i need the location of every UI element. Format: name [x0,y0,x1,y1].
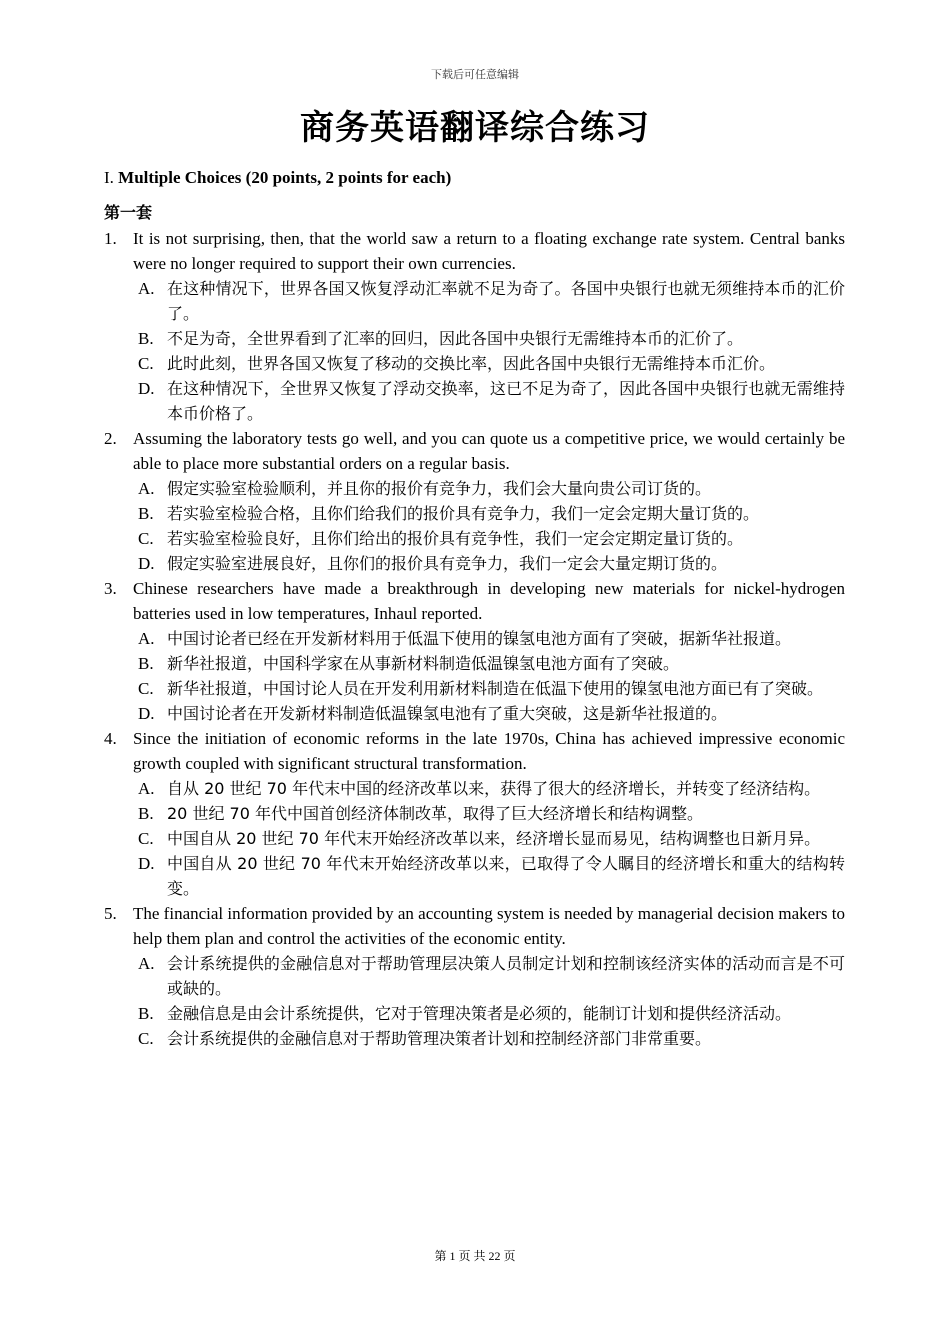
answer-option [104,351,845,376]
document-body [104,166,845,1051]
option-text: 新华社报道，中国科学家在从事新材料制造低温镍氢电池方面有了突破。 [167,654,680,673]
option-letter: B. [138,329,154,348]
question-number: 1. [104,229,117,248]
option-letter: C. [138,354,154,373]
answer-option [104,651,845,676]
question-item [104,726,845,776]
option-letter: B. [138,654,154,673]
option-letter: C. [138,829,154,848]
question-number: 3. [104,579,117,598]
option-letter: D. [138,554,155,573]
question-text: The financial information provided by an accounting system is needed by managerial decision makers to help them plan and control the activities of the economic entity. [133,904,845,948]
option-letter: D. [138,379,155,398]
page-footer: 第 1 页 共 22 页 [434,1249,516,1263]
question-number: 5. [104,904,117,923]
question-text: Assuming the laboratory tests go well, and you can quote us a competitive price, we would certainly be able to place more substantial orders on a regular basis. [133,429,845,473]
question-item [104,426,845,476]
question-number: 2. [104,429,117,448]
answer-option [104,276,845,326]
answer-option [104,851,845,901]
option-text: 中国讨论者在开发新材料制造低温镍氢电池有了重大突破，这是新华社报道的。 [167,704,728,723]
option-letter: A. [138,954,155,973]
option-text: 在这种情况下，世界各国又恢复浮动汇率就不足为奇了。各国中央银行也就无须维持本币的汇价了。 [167,279,845,323]
answer-option [104,501,845,526]
option-text: 不足为奇，全世界看到了汇率的回归，因此各国中央银行无需维持本币的汇价了。 [167,329,744,348]
option-letter: A. [138,479,155,498]
answer-option [104,626,845,651]
option-text: 若实验室检验合格，且你们给我们的报价具有竞争力，我们一定会定期大量订货的。 [167,504,760,523]
section-prefix: I. [104,168,119,187]
answer-option [104,776,845,801]
question-list [104,226,845,1051]
option-letter: C. [138,1029,154,1048]
answer-option [104,676,845,701]
answer-option [104,551,845,576]
option-letter: C. [138,679,154,698]
option-letter: A. [138,779,155,798]
option-letter: C. [138,529,154,548]
question-text: Since the initiation of economic reforms in the late 1970s, China has achieved impressive economic growth coupled with significant structural transformation. [133,729,845,773]
section-heading [104,166,845,190]
option-text: 20 世纪 70 年代中国首创经济体制改革，取得了巨大经济增长和结构调整。 [167,804,703,823]
option-letter: B. [138,804,154,823]
answer-option [104,476,845,501]
answer-option [104,326,845,351]
set-title: 第一套 [104,203,153,222]
answer-option [104,1026,845,1051]
question-item [104,226,845,276]
option-text: 中国自从 20 世纪 70 年代末开始经济改革以来，已取得了令人瞩目的经济增长和重大的结构转变。 [167,854,845,898]
page-header: 下载后可任意编辑 [431,69,519,81]
option-letter: D. [138,704,155,723]
option-text: 金融信息是由会计系统提供，它对于管理决策者是必须的，能制订计划和提供经济活动。 [167,1004,792,1023]
question-item [104,576,845,626]
answer-option [104,526,845,551]
option-letter: B. [138,504,154,523]
option-text: 若实验室检验良好，且你们给出的报价具有竞争性，我们一定会定期定量订货的。 [167,529,744,548]
option-letter: A. [138,629,155,648]
option-text: 假定实验室进展良好，且你们的报价具有竞争力，我们一定会大量定期订货的。 [167,554,728,573]
option-text: 会计系统提供的金融信息对于帮助管理层决策人员制定计划和控制该经济实体的活动而言是不可或缺的。 [167,954,845,998]
option-text: 新华社报道，中国讨论人员在开发利用新材料制造在低温下使用的镍氢电池方面已有了突破。 [167,679,824,698]
option-letter: A. [138,279,155,298]
question-item [104,901,845,951]
question-text: It is not surprising, then, that the world saw a return to a floating exchange rate system. Central banks were no longer required to support their own currencies. [133,229,845,273]
section-title: Multiple Choices (20 points, 2 points for each) [118,168,452,187]
option-letter: B. [138,1004,154,1023]
answer-option [104,801,845,826]
question-text: Chinese researchers have made a breakthrough in developing new materials for nickel-hydrogen batteries used in low temperatures, Inhaul reported. [133,579,845,623]
document-title: 商务英语翻译综合练习 [300,108,650,148]
answer-option [104,951,845,1001]
answer-option [104,826,845,851]
answer-option [104,701,845,726]
option-text: 会计系统提供的金融信息对于帮助管理决策者计划和控制经济部门非常重要。 [167,1029,712,1048]
question-number: 4. [104,729,117,748]
option-text: 假定实验室检验顺利，并且你的报价有竞争力，我们会大量向贵公司订货的。 [167,479,712,498]
answer-option [104,1001,845,1026]
answer-option [104,376,845,426]
option-text: 中国讨论者已经在开发新材料用于低温下使用的镍氢电池方面有了突破，据新华社报道。 [167,629,792,648]
option-text: 在这种情况下，全世界又恢复了浮动交换率，这已不足为奇了，因此各国中央银行也就无需维持本币价格了。 [167,379,845,423]
option-letter: D. [138,854,155,873]
option-text: 中国自从 20 世纪 70 年代末开始经济改革以来，经济增长显而易见，结构调整也日新月异。 [167,829,821,848]
option-text: 自从 20 世纪 70 年代末中国的经济改革以来，获得了很大的经济增长，并转变了经济结构。 [167,779,821,798]
option-text: 此时此刻，世界各国又恢复了移动的交换比率，因此各国中央银行无需维持本币汇价。 [167,354,776,373]
